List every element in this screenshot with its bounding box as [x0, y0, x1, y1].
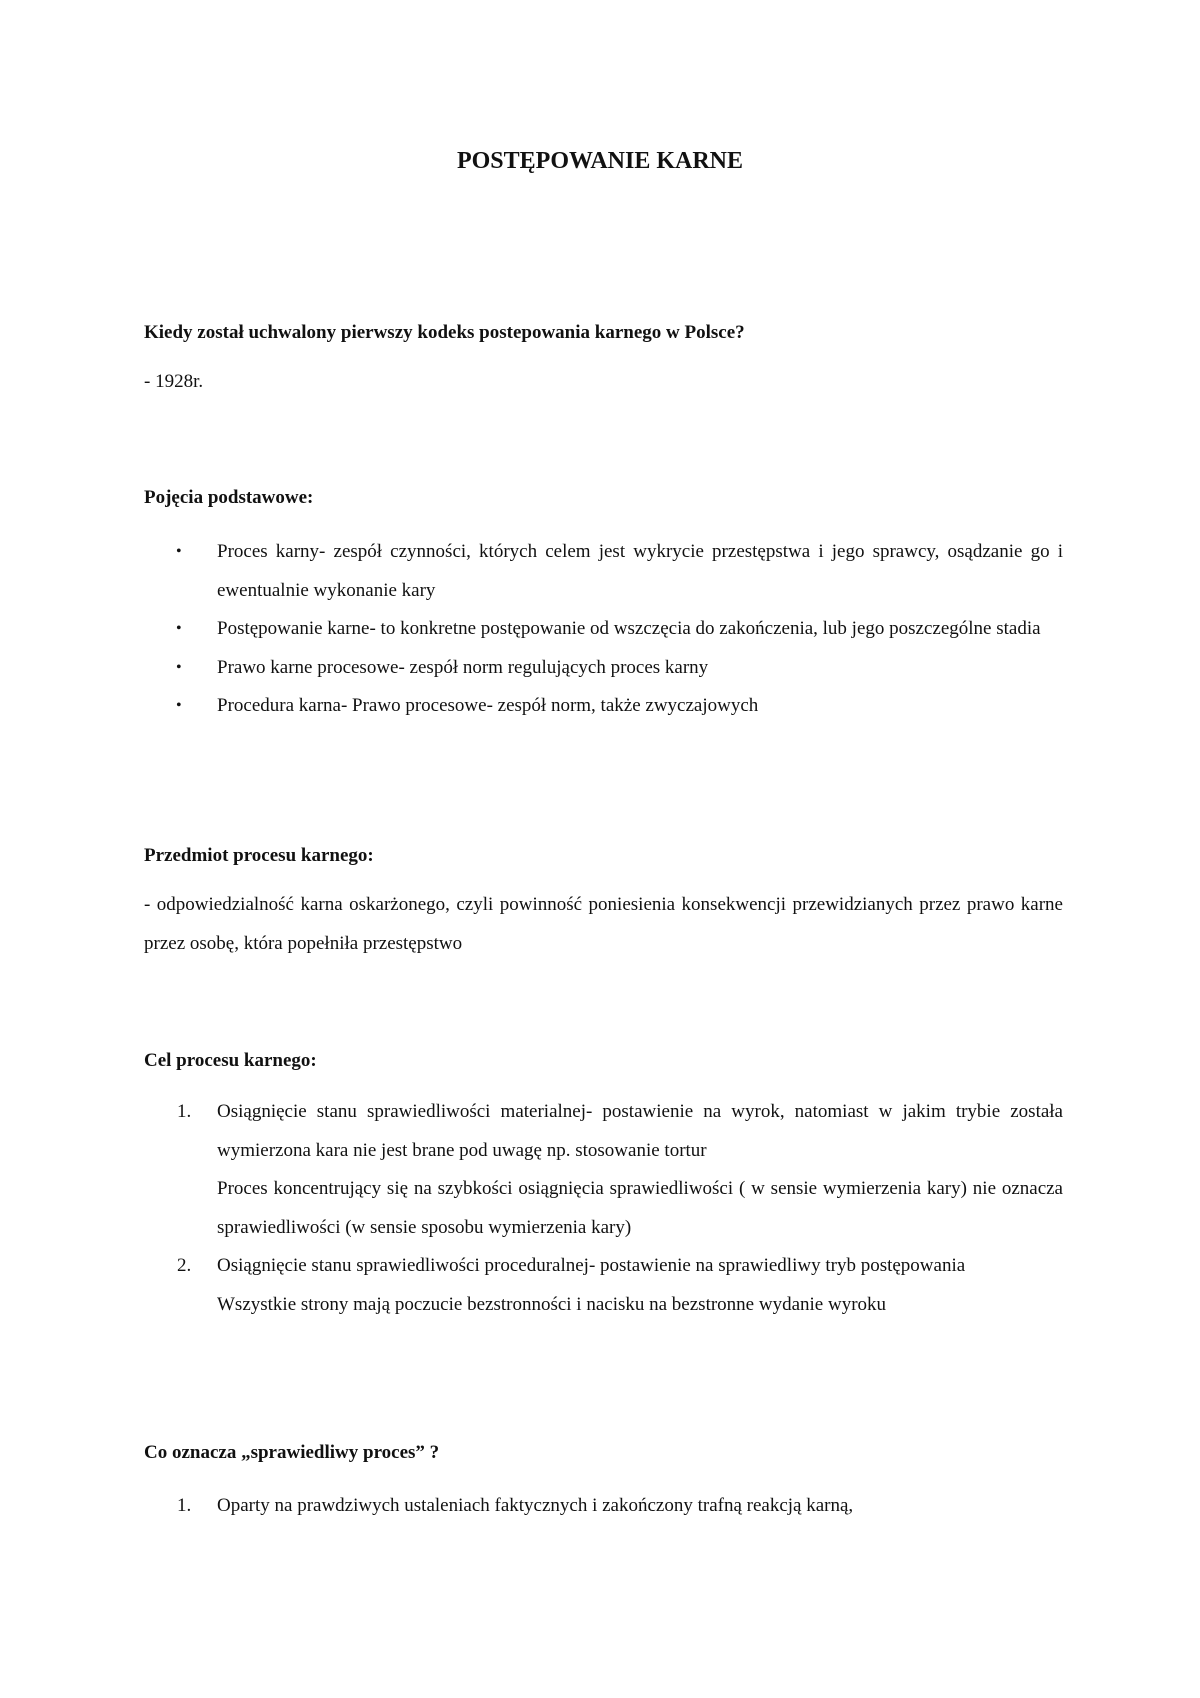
list-item: [144, 533, 1063, 610]
list-item: [144, 1487, 1063, 1526]
list-item-text: Prawo karne procesowe- zespół norm regulujących proces karny: [217, 656, 709, 678]
section-first-code: [144, 320, 1063, 401]
section-goal: [144, 1048, 1063, 1324]
list-item: [144, 687, 1063, 726]
section-heading: Kiedy został uchwalony pierwszy kodeks postepowania karnego w Polsce?: [144, 322, 745, 343]
list-item-text: Proces karny- zespół czynności, których celem jest wykrycie przestępstwa i jego sprawcy, osądzanie go i ewentualnie wykonanie kary: [217, 541, 1063, 601]
list-item: [144, 1093, 1063, 1247]
list-item: [144, 649, 1063, 688]
section-basic-concepts: [144, 485, 1063, 726]
section-heading: Co oznacza „sprawiedliwy proces” ?: [144, 1442, 440, 1463]
list-item: [144, 610, 1063, 649]
section-subject: [144, 843, 1063, 963]
bullet-icon: •: [176, 620, 182, 637]
list-item-subtext: Wszystkie strony mają poczucie bezstronności i nacisku na bezstronne wydanie wyroku: [217, 1293, 887, 1315]
section-heading: Pojęcia podstawowe:: [144, 487, 314, 508]
fair-trial-list: [144, 1487, 1063, 1526]
list-number: 1.: [177, 1495, 192, 1516]
answer-text: - 1928r.: [144, 371, 204, 392]
bullet-icon: •: [176, 543, 182, 560]
list-item-text: Osiągnięcie stanu sprawiedliwości proceduralnej- postawienie na sprawiedliwy tryb postępowania: [217, 1255, 966, 1276]
list-item-text: Procedura karna- Prawo procesowe- zespół norm, także zwyczajowych: [217, 695, 759, 716]
concepts-list: [144, 533, 1063, 726]
section-heading: Cel procesu karnego:: [144, 1050, 317, 1071]
goal-list: [144, 1093, 1063, 1324]
list-item-subtext: Proces koncentrujący się na szybkości osiągnięcia sprawiedliwości ( w sensie wymierzenia kary) nie oznacza sprawiedliwości (w sensie sposobu wymierzenia kary): [217, 1178, 1063, 1238]
list-item-text: Osiągnięcie stanu sprawiedliwości materialnej- postawienie na wyrok, natomiast w jakim trybie została wymierzona kara nie jest brane pod uwagę np. stosowanie tortur: [217, 1101, 1063, 1161]
document-title: POSTĘPOWANIE KARNE: [456, 148, 744, 174]
bullet-icon: •: [176, 697, 182, 714]
list-item-text: Oparty na prawdziwych ustaleniach faktycznych i zakończony trafną reakcją karną,: [217, 1495, 854, 1516]
section-fair-trial: [144, 1440, 1063, 1526]
bullet-icon: •: [176, 658, 182, 676]
list-number: 2.: [177, 1255, 192, 1276]
subject-text: - odpowiedzialność karna oskarżonego, czyli powinność poniesienia konsekwencji przewidzianych przez prawo karne przez osobę, która popełniła przestępstwo: [144, 894, 1063, 954]
list-item: [144, 1247, 1063, 1324]
section-heading: Przedmiot procesu karnego:: [144, 845, 374, 866]
list-number: 1.: [177, 1101, 192, 1122]
list-item-text: Postępowanie karne- to konkretne postępowanie od wszczęcia do zakończenia, lub jego poszczególne stadia: [217, 618, 1041, 639]
